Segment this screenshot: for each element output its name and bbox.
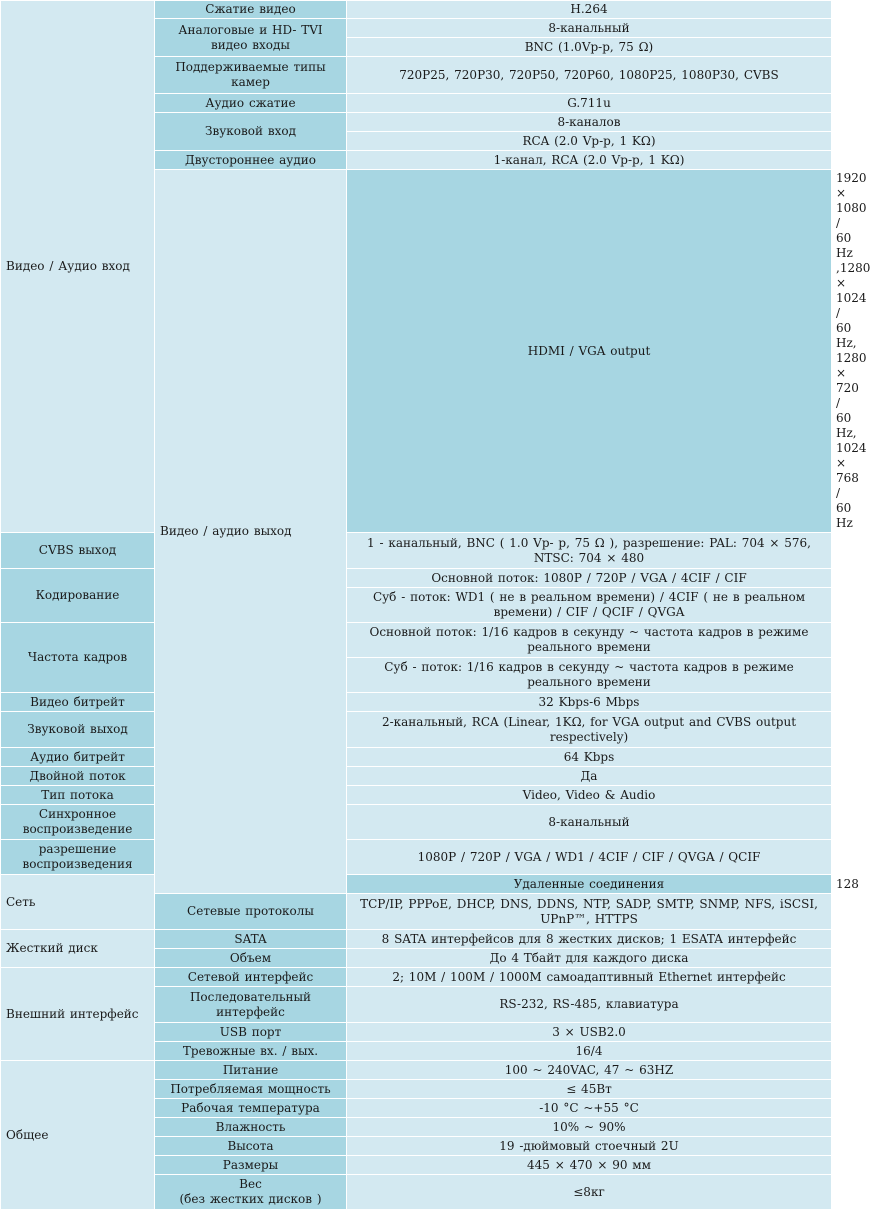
spec-value-cell: 19 -дюймовый стоечный 2U [347, 1137, 832, 1156]
table-row [1, 748, 832, 767]
spec-value-cell: 16/4 [347, 1042, 832, 1061]
spec-label-cell: Размеры [155, 1156, 347, 1175]
table-row [1, 1, 832, 19]
table-row [1, 1061, 832, 1080]
spec-label-cell: Звуковой вход [155, 113, 347, 151]
spec-value-cell: Суб - поток: WD1 ( не в реальном времени) / 4CIF ( не в реальном времени) / CIF / QCIF / QVGA [347, 588, 832, 623]
table-row [1, 693, 832, 712]
spec-value-cell: 1 - канальный, BNC ( 1.0 Vp- p, 75 Ω ), разрешение: PAL: 704 × 576, NTSC: 704 × 480 [347, 533, 832, 569]
category-cell: Общее [1, 1061, 155, 1210]
spec-label-cell: разрешение воспроизведения [1, 840, 155, 875]
table-row: Сеть Удаленные соединения 128 [1, 875, 832, 894]
spec-value-cell: 2-канальный, RCA (Linear, 1KΩ, for VGA output and CVBS output respectively) [347, 712, 832, 748]
spec-label-cell: Аудио битрейт [1, 748, 155, 767]
spec-value-cell: Video, Video & Audio [347, 786, 832, 805]
spec-value-cell: ≤ 45Вт [347, 1080, 832, 1099]
spec-label-cell: Влажность [155, 1118, 347, 1137]
spec-label-cell: Последовательный интерфейс [155, 987, 347, 1023]
spec-value-cell: G.711u [347, 94, 832, 113]
spec-label-cell: Поддерживаемые типы камер [155, 57, 347, 94]
category-cell: Жесткий диск [1, 930, 155, 968]
spec-label-cell: HDMI / VGA output [347, 170, 832, 533]
spec-label-cell: Сетевой интерфейс [155, 968, 347, 987]
spec-value-cell: BNC (1.0Vp-p, 75 Ω) [347, 38, 832, 57]
spec-label-cell: CVBS выход [1, 533, 155, 569]
table-row [1, 805, 832, 840]
spec-value-cell: 10% ~ 90% [347, 1118, 832, 1137]
spec-value-cell: До 4 Тбайт для каждого диска [347, 949, 832, 968]
spec-value-cell: 100 ~ 240VAC, 47 ~ 63HZ [347, 1061, 832, 1080]
spec-label-cell: Двойной поток [1, 767, 155, 786]
spec-label-cell: Сетевые протоколы [155, 894, 347, 930]
spec-value-cell: TCP/IP, PPPoE, DHCP, DNS, DDNS, NTP, SADP, SMTP, SNMP, NFS, iSCSI, UPnP™, HTTPS [347, 894, 832, 930]
spec-value-cell: 3 × USB2.0 [347, 1023, 832, 1042]
spec-value-cell: 8-канальный [347, 19, 832, 38]
spec-value-cell: -10 °C ~+55 °C [347, 1099, 832, 1118]
spec-label-cell: Вес (без жестких дисков ) [155, 1175, 347, 1210]
spec-value-cell: H.264 [347, 1, 832, 19]
spec-label-cell: Рабочая температура [155, 1099, 347, 1118]
spec-label-cell: Кодирование [1, 569, 155, 623]
spec-label-cell: USB порт [155, 1023, 347, 1042]
spec-label-cell: Питание [155, 1061, 347, 1080]
spec-label-cell: Высота [155, 1137, 347, 1156]
spec-label-cell: Тревожные вх. / вых. [155, 1042, 347, 1061]
table-row [1, 968, 832, 987]
spec-value-cell: Суб - поток: 1/16 кадров в секунду ~ частота кадров в режиме реального времени [347, 658, 832, 693]
table-row [1, 533, 832, 569]
table-row [1, 767, 832, 786]
spec-label-cell: Потребляемая мощность [155, 1080, 347, 1099]
spec-label-cell: Синхронное воспроизведение [1, 805, 155, 840]
spec-value-cell: 720P25, 720P30, 720P50, 720P60, 1080P25, 1080P30, CVBS [347, 57, 832, 94]
spec-label-cell: Тип потока [1, 786, 155, 805]
spec-value-cell: Да [347, 767, 832, 786]
spec-value-cell: Основной поток: 1/16 кадров в секунду ~ частота кадров в режиме реального времени [347, 623, 832, 658]
spec-value-cell: ≤8кг [347, 1175, 832, 1210]
table-row: Видео / аудио выход HDMI / VGA output 1920 × 1080 / 60 Hz ,1280 × 1024 / 60 Hz, 1280 × 720 / 60 Hz, 1024 × 768 / 60 Hz [1, 170, 832, 533]
spec-label-cell: Объем [155, 949, 347, 968]
spec-value-cell: 2; 10M / 100M / 1000M самоадаптивный Ethernet интерфейс [347, 968, 832, 987]
table-row [1, 569, 832, 588]
spec-label-cell: Удаленные соединения [347, 875, 832, 894]
spec-value-cell: 8 SATA интерфейсов для 8 жестких дисков; 1 ESATA интерфейс [347, 930, 832, 949]
spec-label-cell: Аудио сжатие [155, 94, 347, 113]
table-row [1, 840, 832, 875]
category-cell: Видео / Аудио вход [1, 1, 155, 533]
spec-label-cell: Частота кадров [1, 623, 155, 693]
spec-label-cell: Звуковой выход [1, 712, 155, 748]
category-cell: Сеть [1, 875, 155, 930]
spec-table-body [1, 1, 870, 1210]
spec-value-cell: RS-232, RS-485, клавиатура [347, 987, 832, 1023]
table-row [1, 930, 832, 949]
spec-value-cell: 8-каналов [347, 113, 832, 132]
spec-label-cell: Аналоговые и HD- TVI видео входы [155, 19, 347, 57]
spec-value-cell: RCA (2.0 Vp-p, 1 KΩ) [347, 132, 832, 151]
spec-label-cell: Видео битрейт [1, 693, 155, 712]
spec-value-cell: 445 × 470 × 90 мм [347, 1156, 832, 1175]
spec-value-cell: Основной поток: 1080P / 720P / VGA / 4CIF / CIF [347, 569, 832, 588]
category-cell: Видео / аудио выход [155, 170, 347, 894]
table-row [1, 786, 832, 805]
spec-label-cell: SATA [155, 930, 347, 949]
spec-value-cell: 8-канальный [347, 805, 832, 840]
category-cell: Внешний интерфейс [1, 968, 155, 1061]
spec-value-cell: 1080P / 720P / VGA / WD1 / 4CIF / CIF / QVGA / QCIF [347, 840, 832, 875]
table-row [1, 712, 832, 748]
spec-label-cell: Сжатие видео [155, 1, 347, 19]
spec-value-cell: 1-канал, RCA (2.0 Vp-p, 1 KΩ) [347, 151, 832, 170]
table-row [1, 623, 832, 658]
spec-label-cell: Двустороннее аудио [155, 151, 347, 170]
spec-value-cell: 64 Kbps [347, 748, 832, 767]
spec-value-cell: 32 Kbps-6 Mbps [347, 693, 832, 712]
